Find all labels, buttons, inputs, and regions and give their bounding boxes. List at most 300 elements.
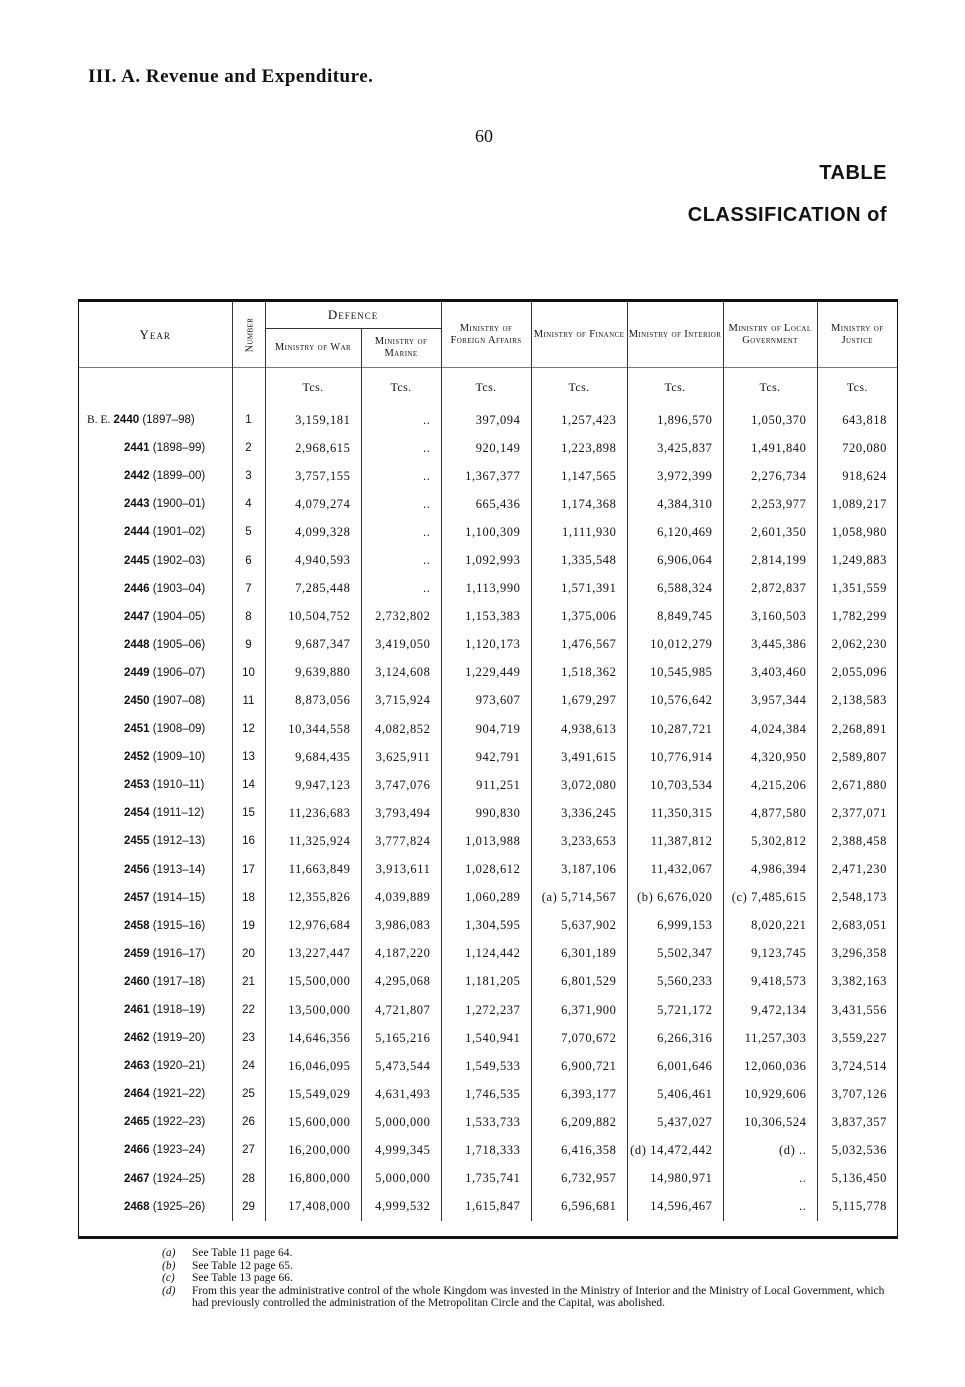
year-column-header: Year bbox=[139, 326, 171, 342]
footnote-text: See Table 13 page 66. bbox=[192, 1272, 293, 1284]
marine-value: .. bbox=[361, 434, 441, 462]
be-year: 2444 bbox=[124, 526, 150, 539]
finance-value: 1,147,565 bbox=[531, 462, 627, 490]
justice-value: 3,837,357 bbox=[817, 1108, 897, 1136]
row-number: 18 bbox=[232, 884, 265, 912]
marine-value: 3,777,824 bbox=[361, 827, 441, 855]
row-number: 3 bbox=[232, 462, 265, 490]
foreign-value: 990,830 bbox=[441, 799, 531, 827]
foreign-value: 904,719 bbox=[441, 715, 531, 743]
justice-value: 3,707,126 bbox=[817, 1080, 897, 1108]
table-row bbox=[79, 518, 897, 546]
finance-value: 1,111,930 bbox=[531, 518, 627, 546]
year-cell bbox=[79, 1193, 232, 1221]
unit-label: Tcs. bbox=[531, 368, 627, 407]
table-row bbox=[79, 715, 897, 743]
footnotes bbox=[162, 1247, 902, 1310]
foreign-value: 1,013,988 bbox=[441, 827, 531, 855]
finance-value: 3,491,615 bbox=[531, 743, 627, 771]
footnote bbox=[162, 1285, 902, 1310]
table-row bbox=[79, 1108, 897, 1136]
be-year: 2466 bbox=[124, 1144, 150, 1157]
foreign-value: 1,272,237 bbox=[441, 996, 531, 1024]
war-value: 13,500,000 bbox=[265, 996, 361, 1024]
justice-value: 2,377,071 bbox=[817, 799, 897, 827]
marine-value: 5,000,000 bbox=[361, 1165, 441, 1193]
interior-value: 5,721,172 bbox=[627, 996, 723, 1024]
local-value: 1,491,840 bbox=[723, 434, 817, 462]
year-cell bbox=[79, 1080, 232, 1108]
table-row bbox=[79, 1024, 897, 1052]
row-number: 22 bbox=[232, 996, 265, 1024]
foreign-value: 1,100,309 bbox=[441, 518, 531, 546]
local-value: .. bbox=[723, 1193, 817, 1221]
year-cell bbox=[79, 856, 232, 884]
marine-value: 3,747,076 bbox=[361, 771, 441, 799]
foreign-value: 1,540,941 bbox=[441, 1024, 531, 1052]
local-value: 4,320,950 bbox=[723, 743, 817, 771]
footnote-mark: (c) bbox=[162, 1272, 175, 1284]
table-row bbox=[79, 434, 897, 462]
finance-column-header: Ministry of Finance bbox=[531, 302, 627, 368]
unit-label: Tcs. bbox=[627, 368, 723, 407]
row-number: 15 bbox=[232, 799, 265, 827]
be-year: 2460 bbox=[124, 975, 150, 988]
interior-value: 14,596,467 bbox=[627, 1193, 723, 1221]
interior-value: 3,425,837 bbox=[627, 434, 723, 462]
marine-value: 3,124,608 bbox=[361, 659, 441, 687]
justice-value: 1,782,299 bbox=[817, 603, 897, 631]
marine-value: 5,165,216 bbox=[361, 1024, 441, 1052]
table-row bbox=[79, 603, 897, 631]
local-value: 2,601,350 bbox=[723, 518, 817, 546]
local-value: 4,877,580 bbox=[723, 799, 817, 827]
local-value: 10,306,524 bbox=[723, 1108, 817, 1136]
table-row bbox=[79, 490, 897, 518]
marine-value: 3,715,924 bbox=[361, 687, 441, 715]
finance-value: 3,072,080 bbox=[531, 771, 627, 799]
gregorian-year: (1901–02) bbox=[152, 526, 206, 539]
war-value: 3,757,155 bbox=[265, 462, 361, 490]
gregorian-year: (1911–12) bbox=[152, 807, 205, 820]
foreign-value: 1,533,733 bbox=[441, 1108, 531, 1136]
interior-value: 10,576,642 bbox=[627, 687, 723, 715]
foreign-value: 1,181,205 bbox=[441, 968, 531, 996]
war-value: 16,200,000 bbox=[265, 1136, 361, 1164]
row-number: 7 bbox=[232, 575, 265, 603]
foreign-value: 1,367,377 bbox=[441, 462, 531, 490]
finance-value: 6,301,189 bbox=[531, 940, 627, 968]
row-number: 19 bbox=[232, 912, 265, 940]
year-cell bbox=[79, 884, 232, 912]
finance-value: 6,801,529 bbox=[531, 968, 627, 996]
year-cell bbox=[79, 575, 232, 603]
local-value: 2,872,837 bbox=[723, 575, 817, 603]
defence-group-header: Defence bbox=[265, 302, 441, 329]
gregorian-year: (1923–24) bbox=[152, 1144, 206, 1157]
be-year: 2461 bbox=[124, 1004, 150, 1017]
year-cell bbox=[79, 1024, 232, 1052]
gregorian-year: (1925–26) bbox=[152, 1200, 206, 1213]
foreign-value: 911,251 bbox=[441, 771, 531, 799]
justice-value: 1,351,559 bbox=[817, 575, 897, 603]
interior-value: 10,545,985 bbox=[627, 659, 723, 687]
war-value: 9,684,435 bbox=[265, 743, 361, 771]
interior-value: 10,287,721 bbox=[627, 715, 723, 743]
interior-value: 5,560,233 bbox=[627, 968, 723, 996]
interior-value: 4,384,310 bbox=[627, 490, 723, 518]
gregorian-year: (1910–11) bbox=[152, 779, 205, 792]
gregorian-year: (1916–17) bbox=[152, 947, 206, 960]
war-value: 15,600,000 bbox=[265, 1108, 361, 1136]
justice-value: 2,671,880 bbox=[817, 771, 897, 799]
gregorian-year: (1914–15) bbox=[152, 891, 206, 904]
gregorian-year: (1909–10) bbox=[152, 751, 206, 764]
gregorian-year: (1904–05) bbox=[152, 610, 206, 623]
be-year: 2445 bbox=[124, 554, 150, 567]
finance-value: 3,336,245 bbox=[531, 799, 627, 827]
interior-value: (b) 6,676,020 bbox=[627, 884, 723, 912]
row-number: 20 bbox=[232, 940, 265, 968]
marine-value: .. bbox=[361, 518, 441, 546]
footnote-text: See Table 11 page 64. bbox=[192, 1247, 293, 1259]
foreign-value: 665,436 bbox=[441, 490, 531, 518]
foreign-value: 1,060,289 bbox=[441, 884, 531, 912]
marine-value: 4,295,068 bbox=[361, 968, 441, 996]
gregorian-year: (1902–03) bbox=[152, 554, 206, 567]
gregorian-year: (1903–04) bbox=[152, 582, 206, 595]
year-cell bbox=[79, 968, 232, 996]
justice-value: 2,589,807 bbox=[817, 743, 897, 771]
table-title: TABLE bbox=[819, 162, 887, 184]
war-value: 16,800,000 bbox=[265, 1165, 361, 1193]
justice-value: 3,724,514 bbox=[817, 1052, 897, 1080]
unit-label: Tcs. bbox=[723, 368, 817, 407]
table-row bbox=[79, 406, 897, 434]
row-number: 8 bbox=[232, 603, 265, 631]
finance-value: 1,174,368 bbox=[531, 490, 627, 518]
row-number: 1 bbox=[232, 406, 265, 434]
finance-value: 5,637,902 bbox=[531, 912, 627, 940]
row-number: 13 bbox=[232, 743, 265, 771]
gregorian-year: (1897–98) bbox=[142, 414, 195, 427]
war-value: 9,687,347 bbox=[265, 631, 361, 659]
foreign-value: 1,718,333 bbox=[441, 1136, 531, 1164]
year-cell bbox=[79, 518, 232, 546]
justice-value: 2,268,891 bbox=[817, 715, 897, 743]
interior-value: 10,012,279 bbox=[627, 631, 723, 659]
justice-value: 3,382,163 bbox=[817, 968, 897, 996]
be-year: 2442 bbox=[124, 470, 150, 483]
be-year: 2459 bbox=[124, 947, 150, 960]
finance-value: 6,371,900 bbox=[531, 996, 627, 1024]
war-value: 9,639,880 bbox=[265, 659, 361, 687]
local-value: 9,472,134 bbox=[723, 996, 817, 1024]
justice-value: 918,624 bbox=[817, 462, 897, 490]
justice-value: 2,548,173 bbox=[817, 884, 897, 912]
gregorian-year: (1900–01) bbox=[152, 498, 206, 511]
be-year: 2458 bbox=[124, 919, 150, 932]
year-cell bbox=[79, 603, 232, 631]
be-year: 2456 bbox=[124, 863, 150, 876]
interior-value: 14,980,971 bbox=[627, 1165, 723, 1193]
foreign-value: 1,746,535 bbox=[441, 1080, 531, 1108]
war-value: 17,408,000 bbox=[265, 1193, 361, 1221]
era-label: B. E. bbox=[87, 414, 111, 427]
marine-value: 4,082,852 bbox=[361, 715, 441, 743]
number-column-label: Number bbox=[243, 317, 255, 352]
footnote-mark: (d) bbox=[162, 1284, 176, 1297]
be-year: 2468 bbox=[124, 1200, 150, 1213]
war-value: 10,504,752 bbox=[265, 603, 361, 631]
local-value: 8,020,221 bbox=[723, 912, 817, 940]
war-value: 11,236,683 bbox=[265, 799, 361, 827]
table-body bbox=[79, 406, 897, 1221]
table-row bbox=[79, 687, 897, 715]
unit-label: Tcs. bbox=[441, 368, 531, 407]
unit-label: Tcs. bbox=[361, 368, 441, 407]
table-row bbox=[79, 631, 897, 659]
row-number: 10 bbox=[232, 659, 265, 687]
war-value: 16,046,095 bbox=[265, 1052, 361, 1080]
war-value: 12,976,684 bbox=[265, 912, 361, 940]
finance-value: 1,476,567 bbox=[531, 631, 627, 659]
interior-value: (d) 14,472,442 bbox=[627, 1136, 723, 1164]
foreign-value: 1,304,595 bbox=[441, 912, 531, 940]
interior-value: 5,502,347 bbox=[627, 940, 723, 968]
marine-value: 2,732,802 bbox=[361, 603, 441, 631]
interior-value: 3,972,399 bbox=[627, 462, 723, 490]
footnote-text: See Table 12 page 65. bbox=[192, 1259, 293, 1272]
interior-column-header: Ministry of Interior bbox=[627, 302, 723, 368]
finance-value: 6,732,957 bbox=[531, 1165, 627, 1193]
finance-value: 6,900,721 bbox=[531, 1052, 627, 1080]
be-year: 2464 bbox=[124, 1088, 150, 1101]
row-number: 28 bbox=[232, 1165, 265, 1193]
table-row bbox=[79, 884, 897, 912]
year-cell bbox=[79, 406, 232, 434]
interior-value: 11,350,315 bbox=[627, 799, 723, 827]
foreign-value: 1,549,533 bbox=[441, 1052, 531, 1080]
be-year: 2457 bbox=[124, 891, 150, 904]
table-row bbox=[79, 575, 897, 603]
marine-value: .. bbox=[361, 575, 441, 603]
justice-column-header: Ministry of Justice bbox=[817, 302, 897, 368]
foreign-value: 920,149 bbox=[441, 434, 531, 462]
year-cell bbox=[79, 1165, 232, 1193]
year-cell bbox=[79, 771, 232, 799]
gregorian-year: (1898–99) bbox=[152, 442, 206, 455]
war-value: 4,940,593 bbox=[265, 546, 361, 574]
finance-value: 6,596,681 bbox=[531, 1193, 627, 1221]
marine-column-header: Ministry of Marine bbox=[361, 329, 441, 368]
gregorian-year: (1912–13) bbox=[152, 835, 206, 848]
interior-value: 8,849,745 bbox=[627, 603, 723, 631]
justice-value: 5,115,778 bbox=[817, 1193, 897, 1221]
row-number: 27 bbox=[232, 1136, 265, 1164]
unit-cell bbox=[79, 368, 232, 407]
marine-value: 3,419,050 bbox=[361, 631, 441, 659]
table-row bbox=[79, 1165, 897, 1193]
justice-value: 2,471,230 bbox=[817, 856, 897, 884]
foreign-value: 397,094 bbox=[441, 406, 531, 434]
interior-value: 5,437,027 bbox=[627, 1108, 723, 1136]
war-value: 15,500,000 bbox=[265, 968, 361, 996]
marine-value: 4,999,532 bbox=[361, 1193, 441, 1221]
foreign-value: 1,229,449 bbox=[441, 659, 531, 687]
interior-value: 1,896,570 bbox=[627, 406, 723, 434]
table-row bbox=[79, 799, 897, 827]
row-number: 24 bbox=[232, 1052, 265, 1080]
table-row bbox=[79, 1052, 897, 1080]
local-value: 2,253,977 bbox=[723, 490, 817, 518]
year-cell bbox=[79, 1052, 232, 1080]
table-row bbox=[79, 856, 897, 884]
local-value: 3,957,344 bbox=[723, 687, 817, 715]
finance-value: 1,571,391 bbox=[531, 575, 627, 603]
row-number: 9 bbox=[232, 631, 265, 659]
row-number: 6 bbox=[232, 546, 265, 574]
justice-value: 2,138,583 bbox=[817, 687, 897, 715]
table-row bbox=[79, 659, 897, 687]
finance-value: 4,938,613 bbox=[531, 715, 627, 743]
justice-value: 3,559,227 bbox=[817, 1024, 897, 1052]
be-year: 2454 bbox=[124, 807, 150, 820]
row-number: 25 bbox=[232, 1080, 265, 1108]
finance-value: 6,393,177 bbox=[531, 1080, 627, 1108]
marine-value: 3,913,611 bbox=[361, 856, 441, 884]
justice-value: 1,058,980 bbox=[817, 518, 897, 546]
interior-value: 6,266,316 bbox=[627, 1024, 723, 1052]
be-year: 2463 bbox=[124, 1060, 150, 1073]
interior-value: 5,406,461 bbox=[627, 1080, 723, 1108]
finance-value: 1,257,423 bbox=[531, 406, 627, 434]
marine-value: .. bbox=[361, 490, 441, 518]
page-number: 60 bbox=[475, 126, 493, 146]
finance-value: 1,679,297 bbox=[531, 687, 627, 715]
war-value: 11,663,849 bbox=[265, 856, 361, 884]
footnote bbox=[162, 1260, 902, 1273]
finance-value: 7,070,672 bbox=[531, 1024, 627, 1052]
year-cell bbox=[79, 490, 232, 518]
finance-value: (a) 5,714,567 bbox=[531, 884, 627, 912]
row-number: 17 bbox=[232, 856, 265, 884]
foreign-value: 1,153,383 bbox=[441, 603, 531, 631]
footnote-mark: (a) bbox=[162, 1247, 176, 1259]
justice-value: 5,136,450 bbox=[817, 1165, 897, 1193]
be-year: 2465 bbox=[124, 1116, 150, 1129]
be-year: 2446 bbox=[124, 582, 150, 595]
local-value: .. bbox=[723, 1165, 817, 1193]
year-cell bbox=[79, 715, 232, 743]
be-year: 2452 bbox=[124, 751, 150, 764]
gregorian-year: (1922–23) bbox=[152, 1116, 206, 1129]
gregorian-year: (1917–18) bbox=[152, 975, 206, 988]
war-value: 12,355,826 bbox=[265, 884, 361, 912]
footnote bbox=[162, 1247, 902, 1260]
finance-value: 1,335,548 bbox=[531, 546, 627, 574]
year-cell bbox=[79, 1108, 232, 1136]
local-value: 4,215,206 bbox=[723, 771, 817, 799]
justice-value: 2,683,051 bbox=[817, 912, 897, 940]
interior-value: 6,120,469 bbox=[627, 518, 723, 546]
footnote bbox=[162, 1272, 902, 1285]
unit-label: Tcs. bbox=[265, 368, 361, 407]
expenditure-table bbox=[78, 299, 898, 1239]
interior-value: 11,387,812 bbox=[627, 827, 723, 855]
year-cell bbox=[79, 546, 232, 574]
foreign-value: 1,120,173 bbox=[441, 631, 531, 659]
local-value: (d) .. bbox=[723, 1136, 817, 1164]
gregorian-year: (1899–00) bbox=[152, 470, 206, 483]
table-row bbox=[79, 743, 897, 771]
local-value: 3,445,386 bbox=[723, 631, 817, 659]
local-value: 11,257,303 bbox=[723, 1024, 817, 1052]
war-value: 10,344,558 bbox=[265, 715, 361, 743]
local-value: 3,160,503 bbox=[723, 603, 817, 631]
table-row bbox=[79, 546, 897, 574]
table-row bbox=[79, 968, 897, 996]
justice-value: 1,089,217 bbox=[817, 490, 897, 518]
war-value: 14,646,356 bbox=[265, 1024, 361, 1052]
be-year: 2443 bbox=[124, 498, 150, 511]
war-value: 11,325,924 bbox=[265, 827, 361, 855]
row-number: 14 bbox=[232, 771, 265, 799]
justice-value: 1,249,883 bbox=[817, 546, 897, 574]
justice-value: 2,388,458 bbox=[817, 827, 897, 855]
year-cell bbox=[79, 996, 232, 1024]
footnote-text: From this year the administrative control of the whole Kingdom was invested in the Ministry of Interior and the Ministry of Local Government, which had previously controlled the administration of the Metropolitan Circle and the Capital, was abolished. bbox=[192, 1284, 885, 1309]
local-value: 4,986,394 bbox=[723, 856, 817, 884]
local-value: 4,024,384 bbox=[723, 715, 817, 743]
war-value: 4,079,274 bbox=[265, 490, 361, 518]
table-subtitle: CLASSIFICATION of bbox=[687, 204, 887, 226]
unit-cell bbox=[232, 368, 265, 407]
foreign-value: 942,791 bbox=[441, 743, 531, 771]
gregorian-year: (1905–06) bbox=[152, 638, 206, 651]
table-row bbox=[79, 996, 897, 1024]
marine-value: 4,187,220 bbox=[361, 940, 441, 968]
be-year: 2451 bbox=[124, 723, 150, 736]
year-cell bbox=[79, 1136, 232, 1164]
foreign-column-header: Ministry of Foreign Affairs bbox=[441, 302, 531, 368]
marine-value: 5,473,544 bbox=[361, 1052, 441, 1080]
year-cell bbox=[79, 912, 232, 940]
interior-value: 11,432,067 bbox=[627, 856, 723, 884]
foreign-value: 1,092,993 bbox=[441, 546, 531, 574]
table-row bbox=[79, 912, 897, 940]
foreign-value: 973,607 bbox=[441, 687, 531, 715]
local-value: 5,302,812 bbox=[723, 827, 817, 855]
row-number: 29 bbox=[232, 1193, 265, 1221]
finance-value: 3,233,653 bbox=[531, 827, 627, 855]
local-value: (c) 7,485,615 bbox=[723, 884, 817, 912]
row-number: 5 bbox=[232, 518, 265, 546]
year-cell bbox=[79, 631, 232, 659]
war-value: 9,947,123 bbox=[265, 771, 361, 799]
year-cell bbox=[79, 659, 232, 687]
unit-label: Tcs. bbox=[817, 368, 897, 407]
local-value: 2,814,199 bbox=[723, 546, 817, 574]
marine-value: .. bbox=[361, 462, 441, 490]
table-row bbox=[79, 940, 897, 968]
war-value: 3,159,181 bbox=[265, 406, 361, 434]
justice-value: 5,032,536 bbox=[817, 1136, 897, 1164]
year-cell bbox=[79, 687, 232, 715]
justice-value: 720,080 bbox=[817, 434, 897, 462]
be-year: 2448 bbox=[124, 638, 150, 651]
war-value: 13,227,447 bbox=[265, 940, 361, 968]
